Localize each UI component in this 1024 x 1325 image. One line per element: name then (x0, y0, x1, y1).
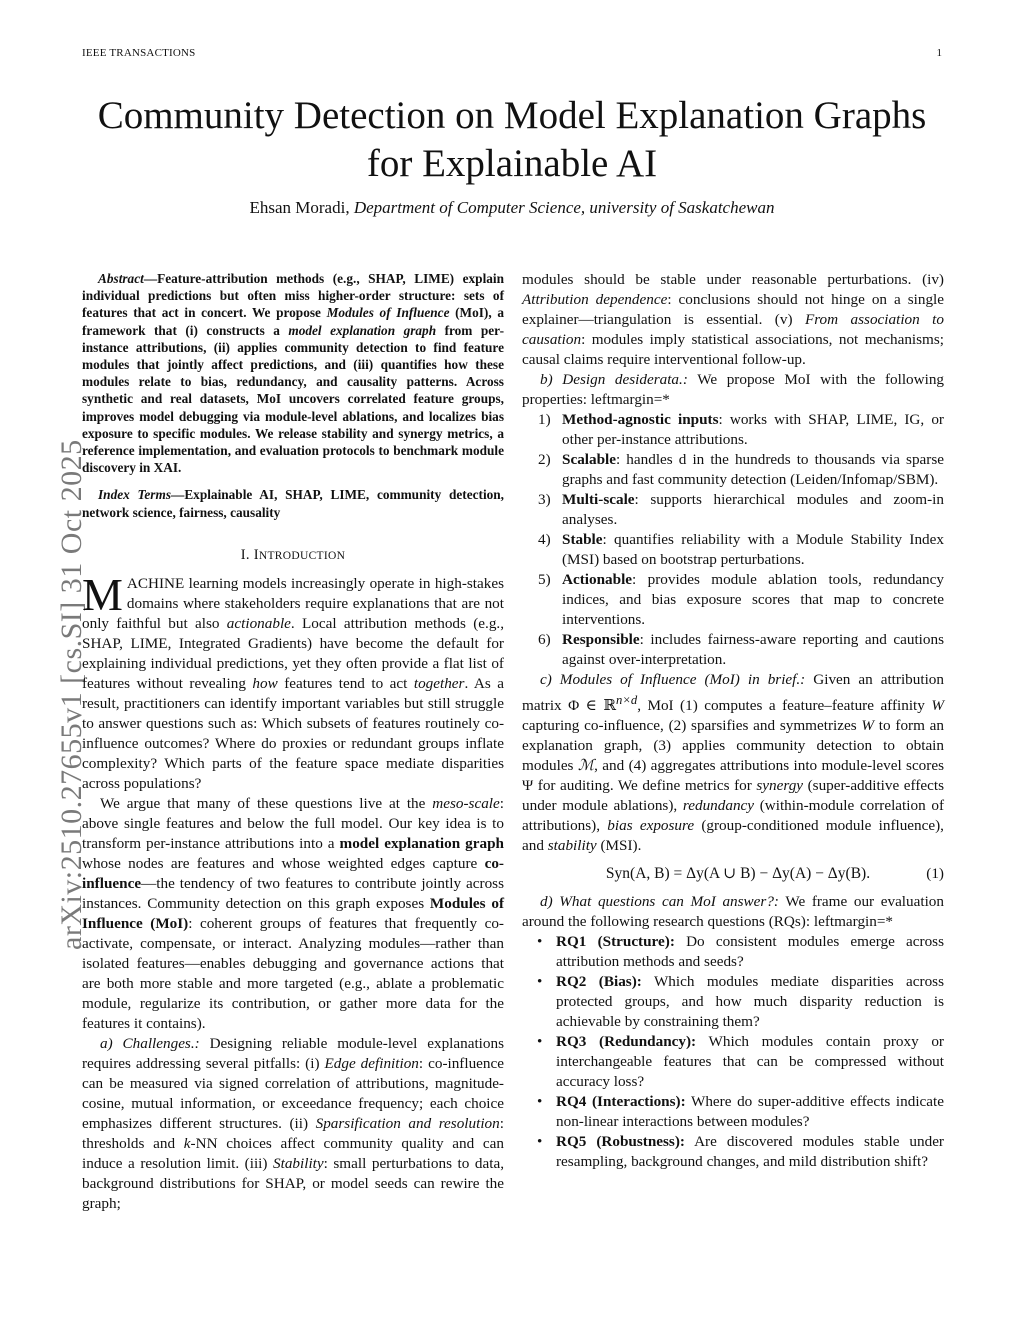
author-line (70, 198, 954, 218)
abstract: Abstract—Feature-attribution methods (e.g., SHAP, LIME) explain individual predictions but often miss higher-order structure: sets of features that act in concert. We propose Modules of Influence (MoI), a framework that (i) constructs a model explanation graph from per-instance attributions, (ii) applies community detection to find feature modules that jointly affect predictions, and (iii) quantifies how these modules relate to bias, redundancy, and causality patterns. Across synthetic and real datasets, MoI uncovers correlated feature groups, improves model debugging via module-level ablations, and localizes bias exposure to specific modules. We release stability and synergy metrics, a reference implementation, and evaluation protocols to benchmark module discovery in XAI. (82, 271, 504, 476)
desiderata-heading: b) Design desiderata.: (540, 371, 688, 388)
research-question-label: RQ2 (Bias): (556, 973, 642, 991)
list-number: 1) (538, 411, 551, 428)
research-question-item: • RQ2 (Bias): Which modules mediate disparities across protected groups, and how much disparity reduction is achievable by constraining them? (522, 972, 944, 1032)
questions-heading: d) What questions can MoI answer?: (540, 893, 779, 911)
challenges-continuation: modules should be stable under reasonable perturbations. (iv) (522, 271, 944, 288)
desiderata-label: Multi-scale (562, 491, 635, 508)
arxiv-stamp: arXiv:2510.27655v1 [cs.SI] 31 Oct 2025 (55, 439, 88, 950)
moi-brief-paragraph: c) Modules of Influence (MoI) in brief.: Given an attribution matrix Φ ∈ ℝ$^{n\times d}$, MoI (1) computes a feature–feature affinity W capturing co-influence, (2) sparsifies and symmetrizes W to form an explanation graph, (3) applies community detection to obtain modules ℳ, and (4) aggregates attributions into module-level scores Ψ for auditing. We define metrics for synergy (super-additive effects under module ablations), redundancy (within-module correlation of attributions), bias exposure (group-conditioned module influence), and stability (MSI). (522, 671, 945, 855)
intro-paragraph-1: MACHINE learning models increasingly operate in high-stakes domains where stakeholders require explanations that are not only faithful but also actionable. Local attribution methods (e.g., SHAP, LIME, Integrated Gradients) have become the default for explaining individual predictions, yet they often provide a flat list of features without revealing how features tend to act together. As a result, practitioners can identify important variables but still struggle to answer questions such as: Which subsets of features routinely co-influence outcomes? Where do proxies or redundant groups inflate complexity? Which parts of the feature space mediate disparities across populations? (82, 568, 505, 792)
intro-paragraph-2: We argue that many of these questions live at the meso-scale: above single features and below the full model. Our key idea is to transform per-instance attributions into a model explanation graph whose nodes are features and whose weighted edges capture co-influence—the tendency of two features to contribute jointly across instances. Community detection on this graph exposes Modules of Influence (MoI): coherent groups of features that frequently co-activate, compensate, or interact. Analyzing modules—rather than isolated features—enables debugging and governance actions that are both more stable and more targeted (e.g., ablate a problematic module, regularize its contribution, or gather more data for the features it contains). (82, 794, 505, 1032)
list-number: 6) (538, 631, 551, 648)
desiderata-label: Actionable (562, 571, 633, 588)
questions-paragraph: d) What questions can MoI answer?: We frame our evaluation around the following research questions (RQs): leftmargin=* (522, 893, 944, 931)
research-question-item: • RQ1 (Structure): Do consistent modules emerge across attribution methods and seeds? (522, 932, 944, 972)
research-question-label: RQ4 (Interactions): (556, 1093, 686, 1111)
equation-number: (1) (926, 865, 944, 883)
drop-cap: M (82, 568, 123, 620)
research-question-item: • RQ5 (Robustness): Are discovered modules stable under resampling, background changes, and mild distribution shift? (522, 1132, 944, 1172)
desiderata-label: Scalable (562, 451, 617, 468)
author-name: Ehsan Moradi, (249, 198, 350, 217)
list-number: 4) (538, 531, 551, 548)
challenges-continuation-text: modules should be stable under reasonable perturbations. (iv) Attribution dependence: conclusions should not hinge on a single explainer—triangulation is essential. (v) From association to causation: modules imply statistical associations, not mechanisms; causal claims require interventional follow-up. (522, 271, 944, 368)
list-number: 5) (538, 571, 551, 588)
moi-brief-heading: c) Modules of Influence (MoI) in brief.: (540, 671, 806, 688)
desiderata-label: Stable (562, 531, 603, 548)
author-affiliation: Department of Computer Science, university of Saskatchewan (353, 198, 775, 217)
index-terms-label: Index Terms (98, 487, 172, 503)
desiderata-item: 1) Method-agnostic inputs: works with SHAP, LIME, IG, or other per-instance attributions. (538, 411, 944, 448)
desiderata-item: 4) Stable: quantifies reliability with a Module Stability Index (MSI) based on bootstrap perturbations. (538, 531, 944, 568)
challenges-heading: a) Challenges.: (100, 1034, 200, 1052)
desiderata-item: 2) Scalable: handles d in the hundreds to thousands via sparse graphs and fast community detection (Leiden/Infomap/SBM). (538, 451, 944, 488)
desiderata-item: 3) Multi-scale: supports hierarchical modules and zoom-in analyses. (538, 491, 944, 528)
desiderata-item: 6) Responsible: includes fairness-aware reporting and cautions against over-interpretation. (538, 631, 944, 668)
left-column (82, 270, 504, 1214)
research-question-label: RQ5 (Robustness): (556, 1133, 685, 1151)
title-line-2: for Explainable AI (366, 142, 658, 185)
running-header: IEEE TRANSACTIONS (82, 47, 196, 59)
research-question-label: RQ3 (Redundancy): (556, 1033, 697, 1051)
research-questions-list (522, 932, 944, 1172)
page-number: 1 (936, 47, 942, 59)
section-heading-introduction: I. INTRODUCTION (240, 546, 346, 563)
research-question-label: RQ1 (Structure): (556, 933, 675, 951)
desiderata-paragraph: b) Design desiderata.: We propose MoI with the following properties: leftmargin=* (522, 371, 945, 408)
index-terms: Index Terms—Explainable AI, SHAP, LIME, community detection, network science, fairness, causality (82, 487, 505, 520)
research-question-item: • RQ3 (Redundancy): Which modules contain proxy or interchangeable features that can be compressed without accuracy loss? (522, 1032, 944, 1092)
desiderata-item: 5) Actionable: provides module ablation tools, redundancy indices, and bias exposure scores that map to concrete interventions. (538, 571, 944, 628)
title-line-1: Community Detection on Model Explanation Graphs (97, 94, 927, 137)
equation-synergy (522, 864, 944, 884)
challenges-paragraph: a) Challenges.: Designing reliable module-level explanations requires addressing several pitfalls: (i) Edge definition: co-influence can be measured via signed correlation of attributions, magnitude-cosine, mutual information, or exceedance frequency; each choice emphasizes different structures. (ii) Sparsification and resolution: thresholds and k-NN choices affect community quality and can induce a resolution limit. (iii) Stability: small perturbations to data, background distributions for SHAP, or model seeds can rewire the graph; (82, 1034, 504, 1212)
desiderata-list (522, 410, 944, 670)
list-number: 3) (538, 491, 551, 508)
desiderata-label: Responsible (562, 631, 640, 648)
paper-title (70, 92, 954, 188)
right-column (522, 270, 944, 1172)
equation-expression: Syn(A, B) = Δy(A ∪ B) − Δy(A) − Δy(B). (605, 865, 871, 883)
abstract-label: Abstract (98, 271, 144, 286)
list-number: 2) (538, 451, 551, 468)
research-question-item: • RQ4 (Interactions): Where do super-additive effects indicate non-linear interactions between modules? (522, 1092, 944, 1132)
desiderata-label: Method-agnostic inputs (562, 411, 719, 428)
